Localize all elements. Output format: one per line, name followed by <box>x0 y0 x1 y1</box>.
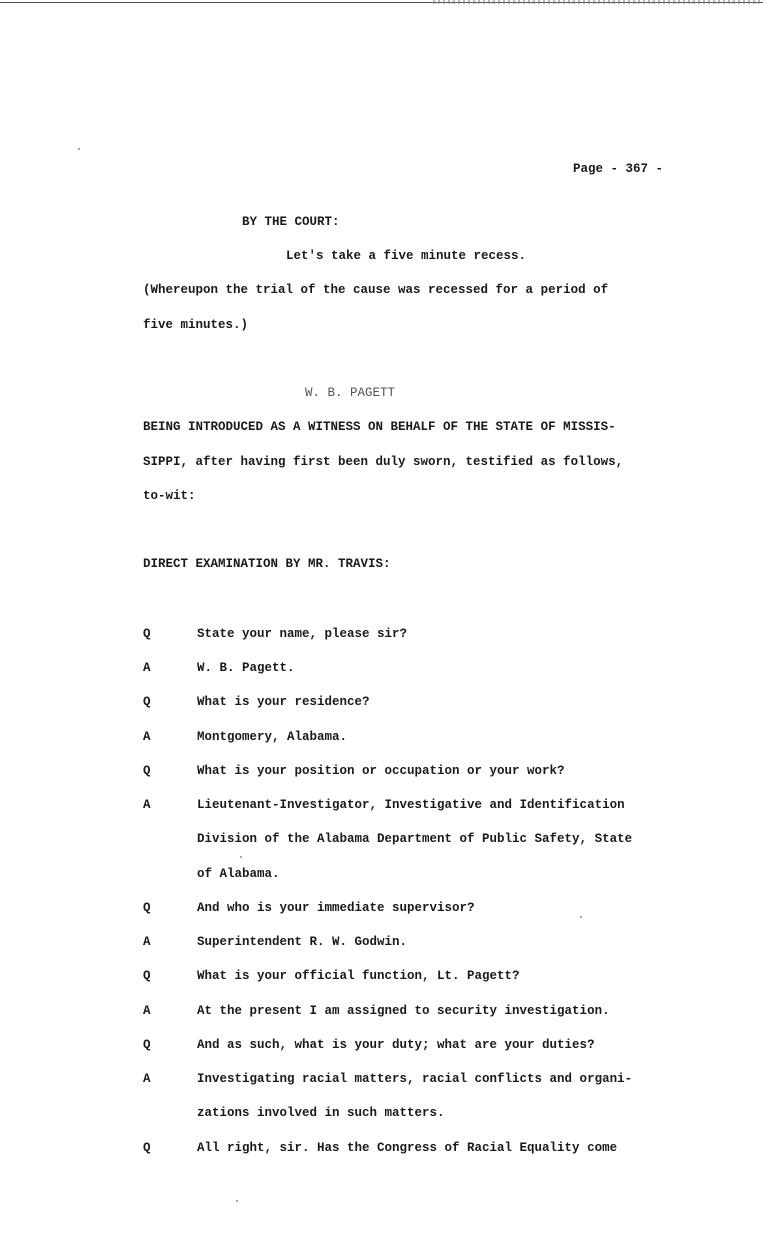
witness-intro-line: SIPPI, after having first been duly sworn, testified as follows, <box>143 455 624 469</box>
testimony-line: What is your official function, Lt. Pagett? <box>197 969 520 983</box>
speaker-label: Q <box>143 695 151 709</box>
witness-intro-line: BEING INTRODUCED AS A WITNESS ON BEHALF OF THE STATE OF MISSIS- <box>143 420 616 434</box>
testimony-line: of Alabama. <box>197 867 280 881</box>
testimony-line: And who is your immediate supervisor? <box>197 901 475 915</box>
speaker-label: Q <box>143 764 151 778</box>
court-statement: Let's take a five minute recess. <box>286 249 527 263</box>
speaker-label: A <box>143 935 151 949</box>
speaker-label: Q <box>143 627 151 641</box>
scan-speck <box>236 1200 238 1202</box>
recess-note-line: five minutes.) <box>143 318 249 332</box>
examination-header: DIRECT EXAMINATION BY MR. TRAVIS: <box>143 557 391 571</box>
testimony-line: What is your position or occupation or your work? <box>197 764 565 778</box>
testimony-line: What is your residence? <box>197 695 370 709</box>
speaker-label: Q <box>143 969 151 983</box>
testimony-line: Lieutenant-Investigator, Investigative and Identification <box>197 798 625 812</box>
scan-speck <box>240 856 242 858</box>
top-border-dots <box>433 0 763 4</box>
testimony-line: W. B. Pagett. <box>197 661 295 675</box>
testimony-line: And as such, what is your duty; what are your duties? <box>197 1038 595 1052</box>
court-header: BY THE COURT: <box>242 215 340 229</box>
speaker-label: Q <box>143 1141 151 1155</box>
speaker-label: Q <box>143 1038 151 1052</box>
testimony-line: Investigating racial matters, racial conflicts and organi- <box>197 1072 633 1086</box>
testimony-line: All right, sir. Has the Congress of Racial Equality come <box>197 1141 618 1155</box>
speaker-label: A <box>143 661 151 675</box>
testimony-line: At the present I am assigned to security investigation. <box>197 1004 610 1018</box>
speaker-label: A <box>143 798 151 812</box>
witness-intro-line: to-wit: <box>143 489 196 503</box>
recess-note-line: (Whereupon the trial of the cause was recessed for a period of <box>143 283 609 297</box>
scan-speck <box>580 916 582 918</box>
speaker-label: A <box>143 1072 151 1086</box>
witness-name: W. B. PAGETT <box>305 386 396 400</box>
speaker-label: A <box>143 730 151 744</box>
speaker-label: Q <box>143 901 151 915</box>
testimony-line: State your name, please sir? <box>197 627 408 641</box>
testimony-line: zations involved in such matters. <box>197 1106 445 1120</box>
speaker-label: A <box>143 1004 151 1018</box>
scan-speck <box>78 148 80 150</box>
testimony-line: Division of the Alabama Department of Public Safety, State <box>197 832 633 846</box>
page-number: Page - 367 - <box>573 162 664 176</box>
testimony-line: Montgomery, Alabama. <box>197 730 348 744</box>
testimony-line: Superintendent R. W. Godwin. <box>197 935 408 949</box>
